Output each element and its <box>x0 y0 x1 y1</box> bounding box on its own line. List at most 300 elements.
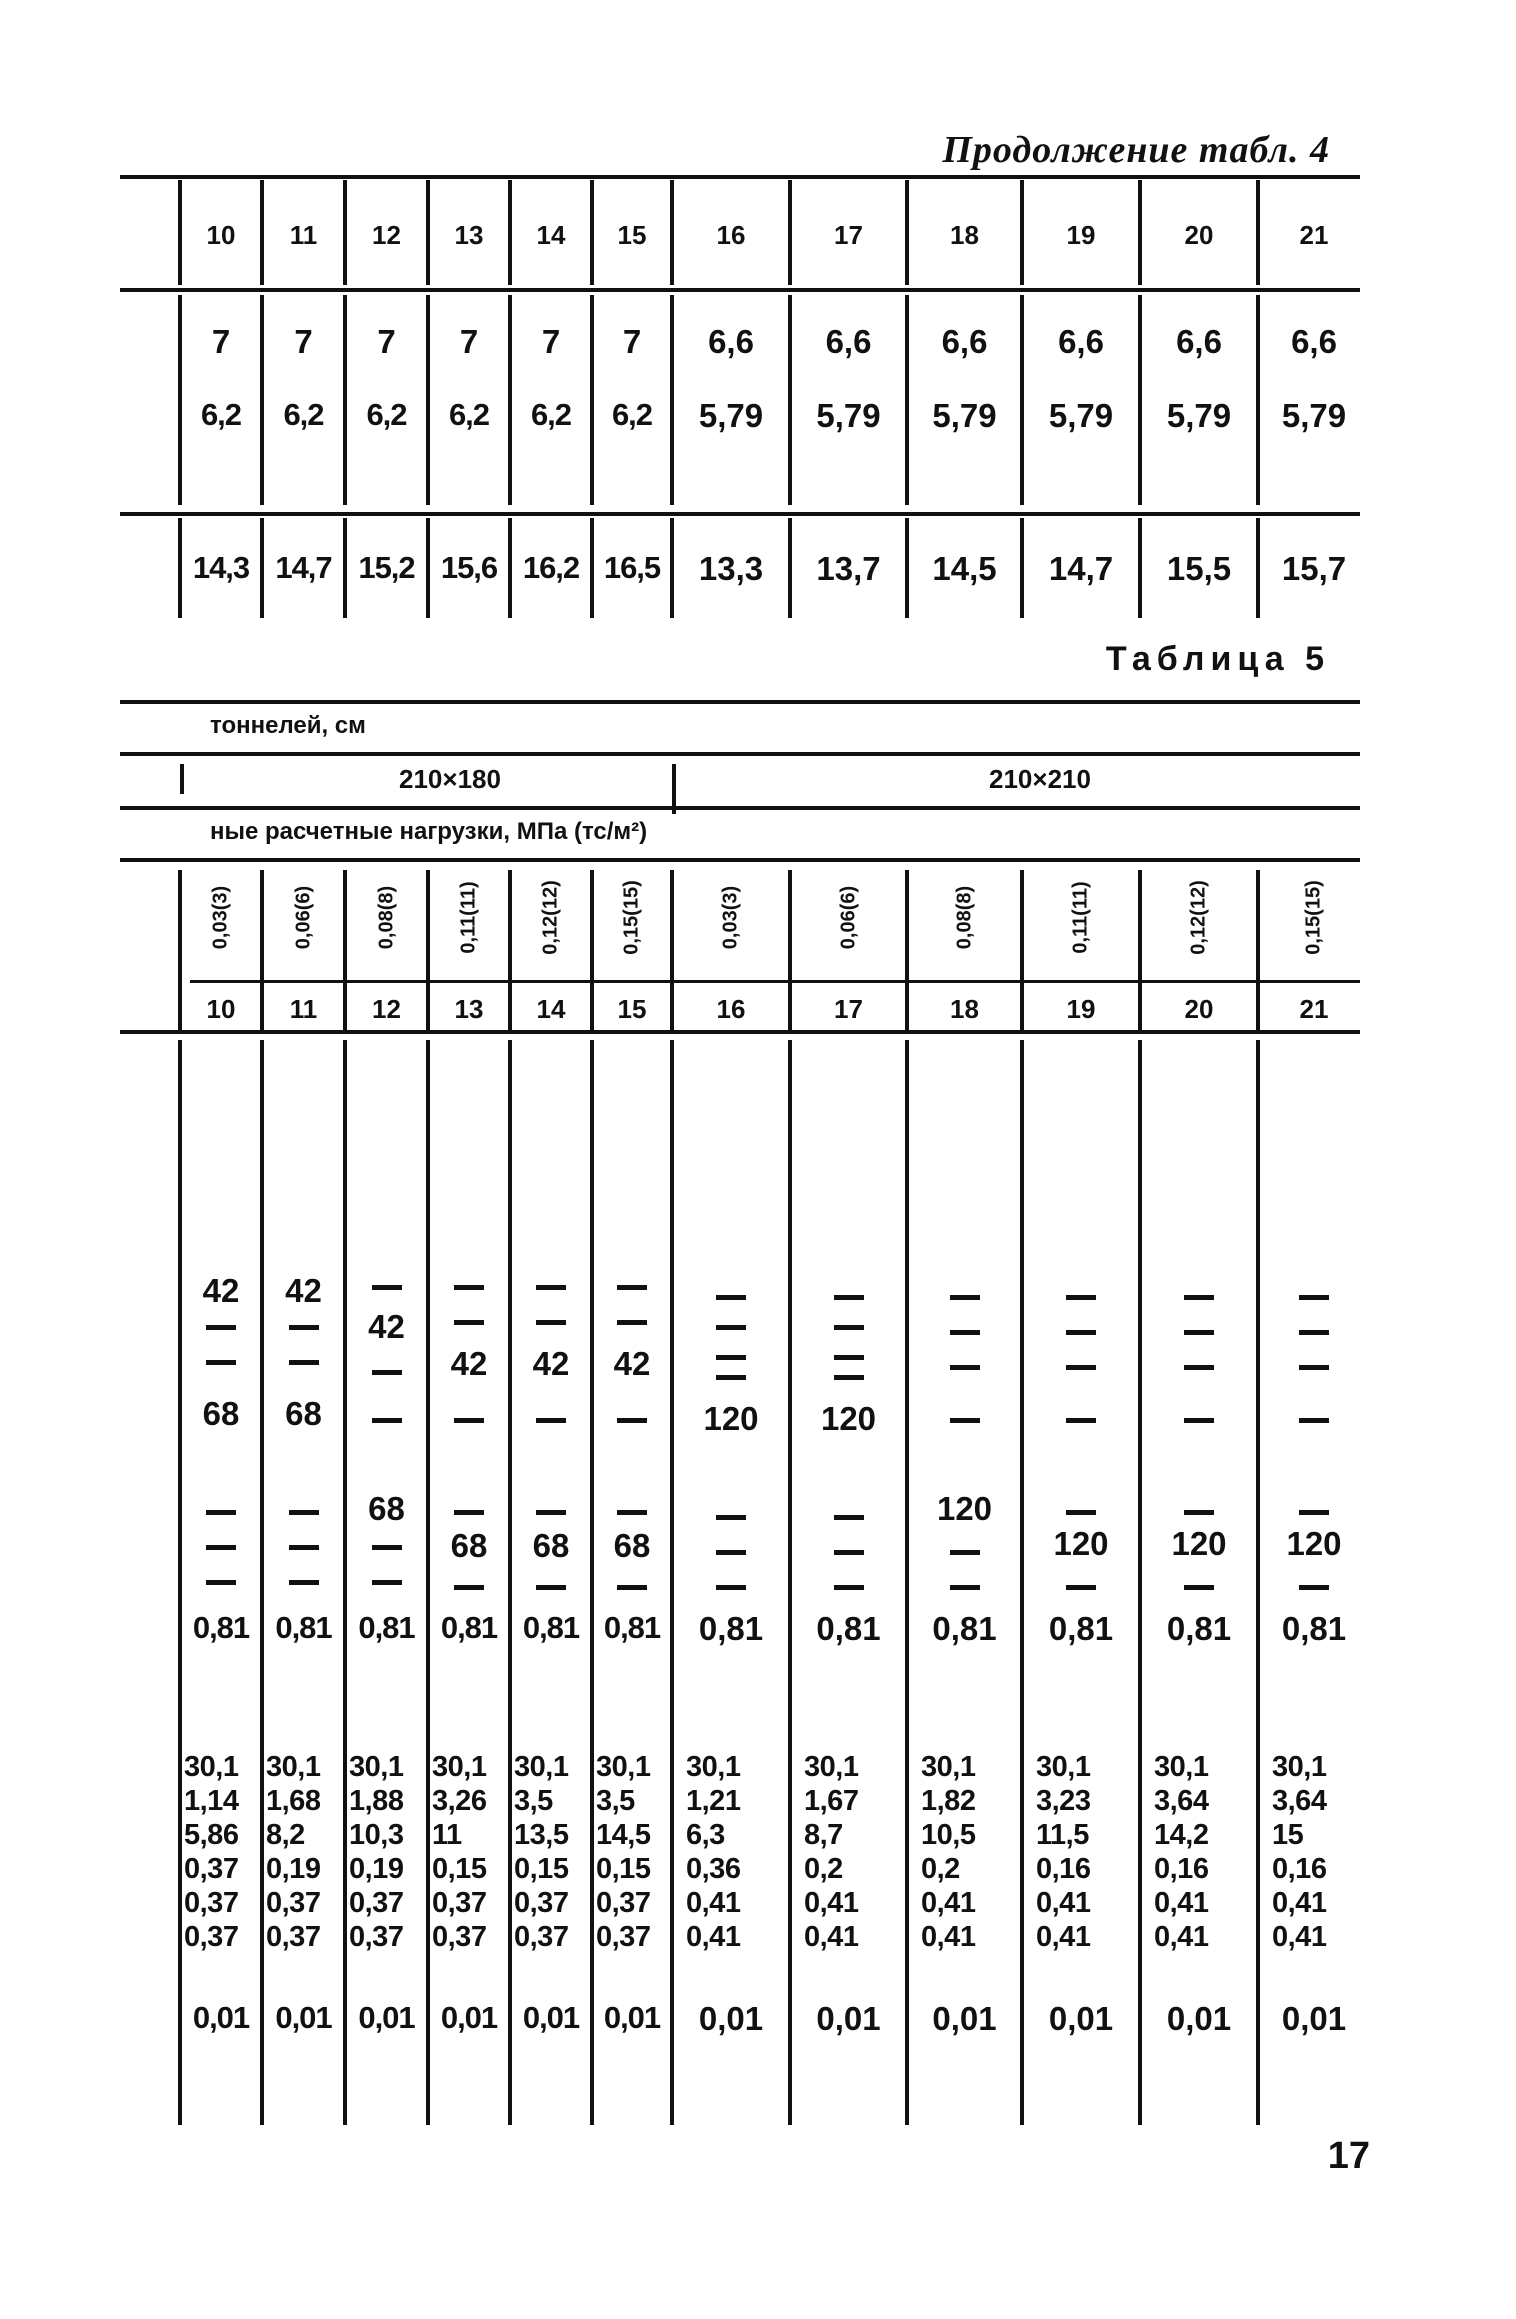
table4-cell: 14,7 <box>1048 550 1114 587</box>
table5-col-line <box>590 870 594 1030</box>
table5-dash <box>536 1418 566 1423</box>
table5-stack-value: 30,1 <box>514 1751 569 1783</box>
table4-cell: 6,2 <box>283 397 324 432</box>
table4-col-header: 18 <box>950 220 979 250</box>
table5-stack-value: 0,37 <box>184 1887 239 1919</box>
table5-stack-value: 30,1 <box>266 1751 321 1783</box>
table5-stack-value: 0,41 <box>1036 1887 1091 1919</box>
table5-stack-value: 3,26 <box>432 1785 487 1817</box>
table5-value-42: 42 <box>613 1345 651 1382</box>
table5-value-stack <box>349 1750 403 1954</box>
table5-stack-value: 14,5 <box>596 1819 651 1851</box>
table5-col-line <box>1020 1040 1024 2125</box>
table5-stack-value: 13,5 <box>514 1819 569 1851</box>
table5-dash <box>834 1585 864 1590</box>
table5-stack-value: 0,19 <box>266 1853 321 1885</box>
table5-dash <box>1184 1510 1214 1515</box>
table5-stack-value: 6,3 <box>686 1819 725 1851</box>
table5-dash <box>1299 1585 1329 1590</box>
table4-col-line <box>788 518 792 618</box>
table5-value-stack <box>432 1750 486 1954</box>
table5-dash <box>206 1360 236 1365</box>
table5-stack-value: 30,1 <box>686 1751 741 1783</box>
table5-col-line <box>1138 870 1142 1030</box>
table5-dash <box>716 1295 746 1300</box>
table5-load-value: 0,08(8) <box>375 885 397 950</box>
table5-dash <box>1066 1585 1096 1590</box>
table5-load-value: 0,11(11) <box>457 881 480 954</box>
table4-header-rule <box>120 288 1360 292</box>
table4-top-rule <box>120 175 1360 179</box>
table4-cell: 15,6 <box>440 550 498 585</box>
table5-dash <box>1066 1295 1096 1300</box>
table5-dash <box>454 1510 484 1515</box>
table5-value-42: 42 <box>202 1272 240 1309</box>
table5-col-number: 15 <box>617 994 647 1024</box>
table5-value-120: 120 <box>1286 1525 1342 1562</box>
table5-col-number: 10 <box>206 994 236 1024</box>
table5-cell-001: 0,01 <box>275 2000 332 2035</box>
table5-col-number: 21 <box>1299 994 1329 1024</box>
table5-stack-value: 8,7 <box>804 1819 843 1851</box>
table4-continuation-title: Продолжение табл. 4 <box>942 129 1330 171</box>
table5-load-value: 0,15(15) <box>620 880 643 955</box>
table5-cell-081: 0,81 <box>440 1610 498 1645</box>
table4-col-line <box>260 518 264 618</box>
table5-cell-081: 0,81 <box>1166 1610 1232 1647</box>
table5-col-line <box>788 1040 792 2125</box>
table5-stack-value: 0,41 <box>1272 1887 1327 1919</box>
table4-col-line <box>1020 518 1024 618</box>
table5-col-number: 17 <box>834 994 863 1024</box>
table5-stack-value: 0,16 <box>1036 1853 1091 1885</box>
table5-dash <box>716 1585 746 1590</box>
table5-cell-001: 0,01 <box>358 2000 415 2035</box>
table5-dash <box>716 1325 746 1330</box>
table5-stack-value: 3,5 <box>596 1785 635 1817</box>
table4-cell: 6,2 <box>200 397 242 432</box>
table5-dash <box>206 1580 236 1585</box>
table5-col-line <box>670 870 674 1030</box>
table5-dash <box>834 1550 864 1555</box>
table4-cell: 5,79 <box>816 397 881 434</box>
table5-col-line <box>178 870 182 1030</box>
table5-value-68: 68 <box>285 1395 322 1432</box>
table4-col-line <box>670 180 674 285</box>
table5-value-42: 42 <box>450 1345 488 1382</box>
table5-col-line <box>343 1040 347 2125</box>
table5-stack-value: 30,1 <box>349 1751 404 1783</box>
table5-dash <box>834 1325 864 1330</box>
table5-value-42: 42 <box>368 1308 405 1345</box>
table4-col-line <box>343 295 347 505</box>
table5-dash <box>206 1510 236 1515</box>
table4-col-line <box>905 180 909 285</box>
table5-col-line <box>670 1040 674 2125</box>
table5-cell-081: 0,81 <box>816 1610 881 1647</box>
table4-cell: 6,6 <box>1176 323 1222 360</box>
table4-col-line <box>670 518 674 618</box>
table4-cell: 15,7 <box>1281 550 1347 587</box>
table4-col-line <box>426 518 430 618</box>
table5-dash <box>1184 1365 1214 1370</box>
table5-col-number: 20 <box>1184 994 1214 1024</box>
table5-header-rule <box>120 752 1360 756</box>
table5-stack-value: 30,1 <box>432 1751 487 1783</box>
table5-stack-value: 0,2 <box>921 1853 960 1885</box>
table4-cell: 7 <box>541 323 561 360</box>
table4-cell: 14,5 <box>932 550 997 587</box>
table5-load-value: 0,12(12) <box>1187 880 1210 955</box>
table5-header-label: тоннелей, см <box>210 712 366 739</box>
table4-cell: 13,3 <box>698 550 764 587</box>
table5-stack-value: 1,82 <box>921 1785 976 1817</box>
table5-stack-value: 0,37 <box>349 1887 404 1919</box>
table5-value-68: 68 <box>532 1527 570 1564</box>
table5-stack-value: 3,64 <box>1154 1785 1209 1817</box>
table4-col-header: 13 <box>454 220 484 250</box>
table4-cell: 6,6 <box>941 323 988 360</box>
table5-stack-value: 5,86 <box>184 1819 239 1851</box>
table5-stack-value: 1,21 <box>686 1785 741 1817</box>
table5-value-120: 120 <box>1053 1525 1109 1562</box>
table4-col-line <box>1256 295 1260 505</box>
table5-group-1: 210×180 <box>399 764 501 794</box>
table4-col-header: 19 <box>1066 220 1096 250</box>
table5-dash <box>1299 1295 1329 1300</box>
table5-dash <box>834 1355 864 1360</box>
table5-col-line <box>1138 1040 1142 2125</box>
table5-cell-081: 0,81 <box>358 1610 415 1645</box>
table5-dash <box>716 1550 746 1555</box>
table4-col-line <box>590 180 594 285</box>
table5-stack-value: 3,64 <box>1272 1785 1327 1817</box>
table4-col-line <box>1020 180 1024 285</box>
table5-dash <box>536 1585 566 1590</box>
table5-dash <box>1299 1418 1329 1423</box>
table5-stack-value: 30,1 <box>921 1751 976 1783</box>
table5-cell-001: 0,01 <box>1281 2000 1347 2037</box>
table5-cell-001: 0,01 <box>932 2000 997 2037</box>
table5-dash <box>617 1510 647 1515</box>
table4-cell: 16,2 <box>522 550 580 585</box>
table5-dash <box>1066 1510 1096 1515</box>
table5-stack-value: 0,37 <box>349 1921 404 1953</box>
table4-cell: 6,2 <box>448 397 490 432</box>
table4-cell: 5,79 <box>1048 397 1114 434</box>
table5-stack-value: 0,37 <box>266 1887 321 1919</box>
table5-stack-value: 0,2 <box>804 1853 843 1885</box>
table5-dash <box>617 1418 647 1423</box>
table4-col-line <box>343 180 347 285</box>
table5-stack-value: 3,23 <box>1036 1785 1091 1817</box>
table5-col-line <box>343 870 347 1030</box>
table5-load-value: 0,03(3) <box>719 885 742 950</box>
table5-dash <box>617 1320 647 1325</box>
table5-value-stack <box>184 1750 238 1954</box>
table5-stack-value: 0,19 <box>349 1853 404 1885</box>
table5-load-value: 0,03(3) <box>209 885 232 950</box>
table4-cell: 16,5 <box>603 550 661 585</box>
table5-col-line <box>1020 870 1024 1030</box>
table5-stack-value: 11 <box>432 1819 462 1851</box>
table5-stack-value: 0,41 <box>921 1887 976 1919</box>
table5-cell-001: 0,01 <box>1166 2000 1232 2037</box>
table5-stack-value: 0,41 <box>1272 1921 1327 1953</box>
table5-stack-value: 10,3 <box>349 1819 404 1851</box>
table5-stack-value: 30,1 <box>184 1751 239 1783</box>
table5-dash <box>454 1585 484 1590</box>
table4-cell: 7 <box>377 323 396 360</box>
table4-col-header: 17 <box>834 220 863 250</box>
table4-cell: 15,2 <box>358 550 415 585</box>
table5-cell-081: 0,81 <box>603 1610 661 1645</box>
table4-col-line <box>260 180 264 285</box>
table4-col-header: 12 <box>372 220 401 250</box>
table4-col-line <box>1020 295 1024 505</box>
table4-cell: 6,2 <box>366 397 407 432</box>
table5-stack-value: 0,41 <box>804 1887 859 1919</box>
table5-dash <box>1184 1295 1214 1300</box>
table5-dash <box>372 1285 402 1290</box>
table5-stack-value: 15 <box>1272 1819 1304 1851</box>
table5-stack-value: 0,37 <box>432 1887 487 1919</box>
table5-col-number: 13 <box>454 994 484 1024</box>
table5-cell-081: 0,81 <box>522 1610 580 1645</box>
table5-value-68: 68 <box>368 1490 405 1527</box>
table5-col-line <box>1256 870 1260 1030</box>
table5-stack-value: 3,5 <box>514 1785 553 1817</box>
table5-stack-value: 0,37 <box>266 1921 321 1953</box>
table4-cell: 6,6 <box>1058 323 1104 360</box>
table5-dash <box>289 1545 319 1550</box>
table5-dash <box>716 1355 746 1360</box>
table5-dash <box>536 1285 566 1290</box>
table4-cell: 6,6 <box>825 323 872 360</box>
table5-cell-081: 0,81 <box>275 1610 332 1645</box>
table5-value-68: 68 <box>450 1527 488 1564</box>
table4-col-line <box>178 295 182 505</box>
table4-col-line <box>1256 180 1260 285</box>
table4-cell: 6,6 <box>1291 323 1337 360</box>
table5-stack-value: 30,1 <box>1272 1751 1327 1783</box>
table5-dash <box>834 1375 864 1380</box>
table5-dash <box>716 1515 746 1520</box>
table5-dash <box>454 1320 484 1325</box>
table5-stack-value: 0,41 <box>921 1921 976 1953</box>
table5-stack-value: 30,1 <box>1036 1751 1091 1783</box>
table5-stack-value: 0,37 <box>184 1921 239 1953</box>
table5-dash <box>372 1418 402 1423</box>
table4-col-line <box>178 518 182 618</box>
table5-value-stack <box>266 1750 320 1954</box>
table5-col-line <box>905 1040 909 2125</box>
table4-col-line <box>1138 295 1142 505</box>
table4-col-header: 10 <box>206 220 236 250</box>
table5-dash <box>617 1285 647 1290</box>
table5-dash <box>834 1295 864 1300</box>
table4-cell: 7 <box>459 323 479 360</box>
table5-cell-081: 0,81 <box>1281 1610 1347 1647</box>
table5-dash <box>1066 1418 1096 1423</box>
table5-value-stack <box>1036 1750 1090 1954</box>
table4-col-line <box>508 295 512 505</box>
table5-load-value: 0,12(12) <box>539 880 562 955</box>
table5-value-120: 120 <box>703 1400 759 1437</box>
table5-value-stack <box>804 1750 858 1954</box>
table4-cell: 7 <box>294 323 313 360</box>
table5-col-line <box>508 870 512 1030</box>
table4-col-line <box>260 295 264 505</box>
table5-col-number: 19 <box>1066 994 1096 1024</box>
table5-dash <box>950 1295 980 1300</box>
table5-col-line <box>260 870 264 1030</box>
table4-col-line <box>905 518 909 618</box>
table5-stack-value: 0,36 <box>686 1853 741 1885</box>
table5-group-2: 210×210 <box>989 764 1091 794</box>
table5-dash <box>206 1325 236 1330</box>
table5-stack-value: 0,15 <box>432 1853 487 1885</box>
table5-load-underline <box>190 980 1360 983</box>
table5-stack-value: 0,37 <box>432 1921 487 1953</box>
table5-dash <box>1184 1585 1214 1590</box>
table5-load-value: 0,15(15) <box>1302 880 1325 955</box>
table5-value-stack <box>514 1750 568 1954</box>
table5-cell-001: 0,01 <box>816 2000 881 2037</box>
table4-col-line <box>590 518 594 618</box>
table5-dash <box>834 1515 864 1520</box>
table5-cell-001: 0,01 <box>1048 2000 1114 2037</box>
table4-cell: 6,2 <box>611 397 653 432</box>
table5-group-left-line <box>180 764 184 794</box>
table5-col-number: 11 <box>289 994 318 1024</box>
table5-value-120: 120 <box>936 1490 993 1527</box>
table5-cell-001: 0,01 <box>192 2000 250 2035</box>
table5-col-number: 16 <box>716 994 746 1024</box>
table4-col-header: 16 <box>716 220 746 250</box>
table5-dash <box>1066 1365 1096 1370</box>
table4-col-line <box>788 295 792 505</box>
table5-stack-value: 0,15 <box>514 1853 569 1885</box>
table5-load-value: 0,06(6) <box>292 885 314 950</box>
table5-column-rule <box>120 1030 1360 1034</box>
table4-cell: 5,79 <box>698 397 764 434</box>
table4-cell: 7 <box>211 323 231 360</box>
table5-value-120: 120 <box>1171 1525 1227 1562</box>
table5-dash <box>617 1585 647 1590</box>
table5-cell-001: 0,01 <box>522 2000 580 2035</box>
table5-stack-value: 14,2 <box>1154 1819 1209 1851</box>
table5-col-line <box>508 1040 512 2125</box>
table5-dash <box>289 1580 319 1585</box>
table5-stack-value: 1,68 <box>266 1785 321 1817</box>
table5-stack-value: 0,41 <box>804 1921 859 1953</box>
table5-load-value: 0,08(8) <box>953 885 975 950</box>
table5-stack-value: 0,16 <box>1154 1853 1209 1885</box>
table4-col-header: 11 <box>289 220 318 250</box>
table5-col-line <box>426 870 430 1030</box>
table5-value-stack <box>1154 1750 1208 1954</box>
table4-col-line <box>1256 518 1260 618</box>
table5-dash <box>289 1510 319 1515</box>
table5-value-42: 42 <box>285 1272 322 1309</box>
table5-dash <box>536 1320 566 1325</box>
table5-col-line <box>178 1040 182 2125</box>
table5-stack-value: 0,41 <box>686 1921 741 1953</box>
table5-dash <box>372 1370 402 1375</box>
table4-cell: 7 <box>622 323 642 360</box>
table5-cell-081: 0,81 <box>1048 1610 1114 1647</box>
table5-value-42: 42 <box>532 1345 570 1382</box>
table5-dash <box>289 1360 319 1365</box>
table5-load-value: 0,06(6) <box>837 885 859 950</box>
table5-dash <box>1184 1418 1214 1423</box>
table5-value-stack <box>686 1750 740 1954</box>
table5-cell-001: 0,01 <box>603 2000 661 2035</box>
table4-cell: 15,5 <box>1166 550 1232 587</box>
table5-stack-value: 0,37 <box>596 1921 651 1953</box>
table4-col-line <box>590 295 594 505</box>
table5-dash <box>950 1365 980 1370</box>
table5-col-line <box>788 870 792 1030</box>
table4-cell: 6,6 <box>708 323 754 360</box>
table4-cell: 5,79 <box>932 397 997 434</box>
table4-cell: 13,7 <box>816 550 881 587</box>
table5-group-rule <box>120 806 1360 810</box>
table5-top-rule <box>120 700 1360 704</box>
table4-cell: 5,79 <box>1281 397 1347 434</box>
table5-col-number: 18 <box>950 994 979 1024</box>
table4-cell: 5,79 <box>1166 397 1232 434</box>
table4-col-line <box>1138 518 1142 618</box>
table4-cell: 14,3 <box>192 550 250 585</box>
table5-col-line <box>590 1040 594 2125</box>
table5-stack-value: 0,41 <box>1036 1921 1091 1953</box>
table5-dash <box>1299 1330 1329 1335</box>
table5-value-stack <box>921 1750 975 1954</box>
table5-value-stack <box>1272 1750 1326 1954</box>
table5-col-line <box>260 1040 264 2125</box>
table5-value-120: 120 <box>820 1400 877 1437</box>
table5-stack-value: 0,37 <box>514 1921 569 1953</box>
table4-col-header: 14 <box>536 220 566 250</box>
table5-cell-001: 0,01 <box>698 2000 764 2037</box>
table4-col-header: 20 <box>1184 220 1214 250</box>
table5-dash <box>1299 1510 1329 1515</box>
table5-value-stack <box>596 1750 650 1954</box>
table5-stack-value: 0,41 <box>686 1887 741 1919</box>
table5-stack-value: 0,37 <box>596 1887 651 1919</box>
table5-col-number: 14 <box>536 994 566 1024</box>
table5-dash <box>716 1375 746 1380</box>
table5-dash <box>454 1285 484 1290</box>
table4-col-line <box>905 295 909 505</box>
table4-col-line <box>508 180 512 285</box>
table5-load-value: 0,11(11) <box>1069 881 1092 954</box>
table4-col-line <box>670 295 674 505</box>
table4-mid-rule <box>120 512 1360 516</box>
table5-stack-value: 1,88 <box>349 1785 404 1817</box>
table5-dash <box>289 1325 319 1330</box>
table5-dash <box>206 1545 236 1550</box>
table5-dash <box>372 1545 402 1550</box>
page-number: 17 <box>1327 2135 1370 2177</box>
table5-col-line <box>905 870 909 1030</box>
table5-dash <box>950 1585 980 1590</box>
table5-cell-081: 0,81 <box>698 1610 764 1647</box>
table5-col-line <box>426 1040 430 2125</box>
table4-col-line <box>508 518 512 618</box>
